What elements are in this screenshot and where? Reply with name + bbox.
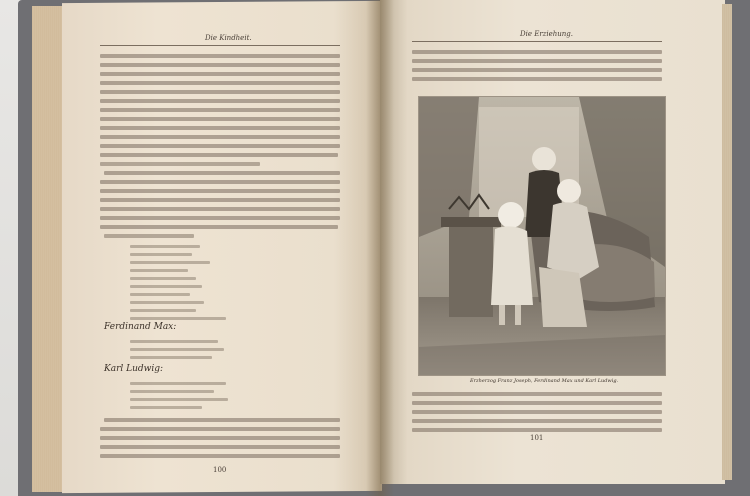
engraving-image bbox=[419, 97, 665, 375]
right-running-head: Die Erziehung. bbox=[520, 30, 573, 38]
left-page-number: 100 bbox=[213, 466, 227, 474]
right-page-number: 101 bbox=[530, 434, 544, 442]
right-head-rule bbox=[412, 41, 662, 42]
illustration-caption: Erzherzog Franz Joseph, Ferdinand Max und Karl Ludwig. bbox=[470, 378, 619, 384]
left-running-head: Die Kindheit. bbox=[205, 34, 252, 42]
speaker-karl-ludwig: Karl Ludwig: bbox=[104, 364, 164, 374]
right-page-edges bbox=[722, 4, 732, 480]
book-gutter bbox=[366, 0, 394, 496]
engraving-illustration bbox=[418, 96, 666, 376]
speaker-ferdinand-max: Ferdinand Max: bbox=[104, 322, 177, 332]
left-head-rule bbox=[100, 45, 340, 46]
